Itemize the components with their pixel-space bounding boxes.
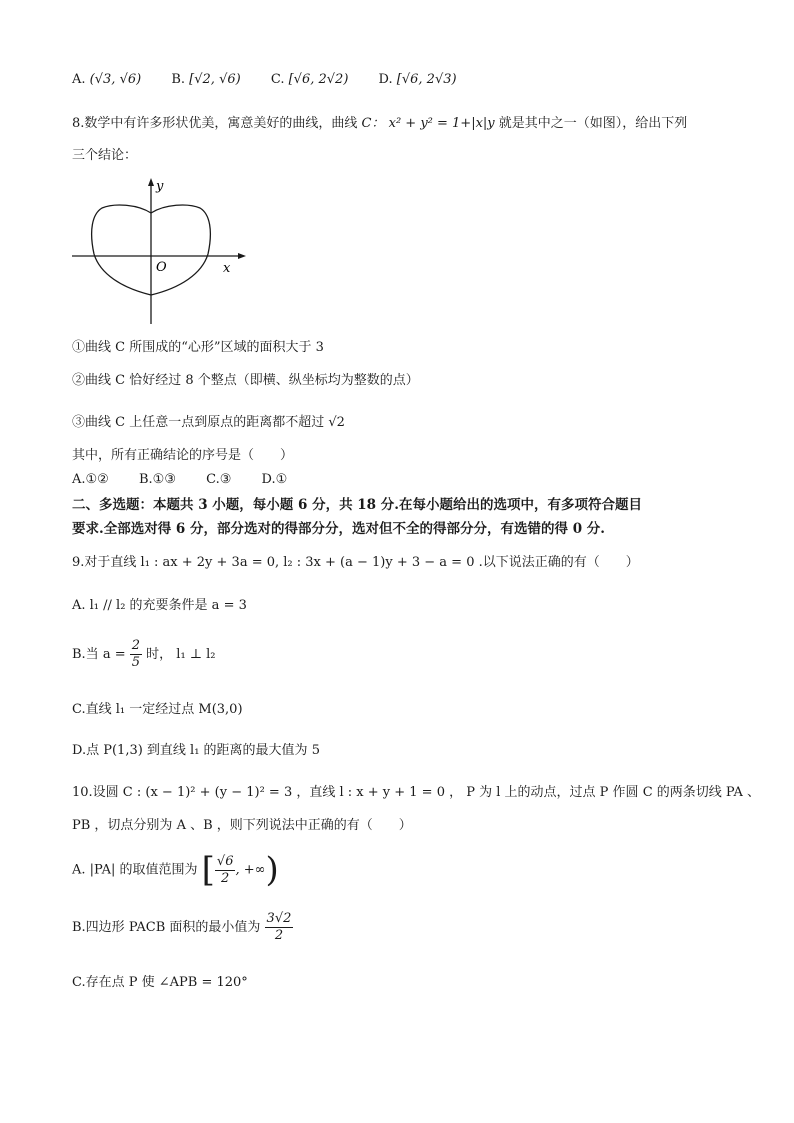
q8-option-a: A.①②: [72, 472, 109, 487]
q7-option-c: C. [√6, 2√2): [270, 72, 349, 87]
q8-option-d: D.①: [261, 472, 288, 487]
q9-option-a: A. l₁ // l₂ 的充要条件是 a = 3: [72, 598, 247, 613]
q8-options: [72, 470, 313, 490]
heart-curve-figure: [70, 176, 250, 326]
q8-stem-line2: 三个结论：: [72, 148, 138, 163]
q10-b-fraction: $\frac{3√2}{2}$: [266, 911, 292, 943]
q8-conclusion-3: ③曲线 C 上任意一点到原点的距离都不超过 √2: [72, 415, 345, 430]
y-axis-label: y: [156, 179, 164, 194]
y-axis-arrow: [148, 178, 154, 186]
q10-option-a: A. |PA| 的取值范围为 [ $\frac{√6}{2}$ , +∞): [72, 850, 279, 890]
q8-equation: C： x² + y² = 1+|x|y: [361, 116, 495, 131]
q7-options: [72, 70, 483, 90]
origin-label: O: [156, 260, 167, 275]
q8-option-b: B.①③: [138, 472, 176, 487]
q10-stem-line1: 10.设圆 C : (x − 1)² + (y − 1)² = 3 ，直线 l : x + y + 1 = 0 ， P 为 l 上的动点，过点 P 作圆 C 的两条切线 PA 、: [72, 785, 760, 800]
q7-option-b: B. [√2, √6): [171, 72, 241, 87]
q8-conclusion-1: ①曲线 C 所围成的“心形”区域的面积大于 3: [72, 340, 324, 355]
q10-stem-line2: PB ，切点分别为 A 、B ，则下列说法中正确的有（ ）: [72, 818, 412, 833]
x-axis-label: x: [223, 261, 231, 276]
q10-option-c: C.存在点 P 使 ∠APB = 120°: [72, 975, 248, 990]
q9-option-d: D.点 P(1,3) 到直线 l₁ 的距离的最大值为 5: [72, 743, 320, 758]
q7-option-d: D. [√6, 2√3): [378, 72, 457, 87]
q7-option-a: A. (√3, √6): [72, 72, 142, 87]
q10-option-b: B.四边形 PACB 面积的最小值为 $\frac{3√2}{2}$: [72, 911, 292, 943]
x-axis-arrow: [238, 253, 246, 259]
q9-stem: 9.对于直线 l₁ : ax + 2y + 3a = 0, l₂ : 3x + (a − 1)y + 3 − a = 0 .以下说法正确的有（ ）: [72, 555, 639, 570]
q9-option-b: B.当 a = $\frac{2}{5}$ 时， l₁ ⊥ l₂: [72, 638, 216, 670]
q10-a-fraction: $\frac{√6}{2}$: [216, 853, 234, 886]
q9-b-fraction: $\frac{2}{5}$: [131, 638, 141, 670]
q8-question: 其中，所有正确结论的序号是（ ）: [72, 448, 294, 463]
q8-option-c: C.③: [206, 472, 232, 487]
section2-instructions-line1: 二、多选题：本题共 3 小题，每小题 6 分，共 18 分.在每小题给出的选项中，有多项符合题目: [72, 497, 642, 513]
q8-stem-line1: 8.数学中有许多形状优美，寓意美好的曲线，曲线 C： x² + y² = 1+|x|y 就是其中之一（如图），给出下列: [72, 116, 688, 131]
section2-instructions-line2: 要求.全部选对得 6 分，部分选对的得部分分，选对但不全的得部分分，有选错的得 0 分.: [72, 521, 605, 537]
q8-conclusion-2: ②曲线 C 恰好经过 8 个整点（即横、纵坐标均为整数的点）: [72, 373, 419, 388]
q9-option-c: C.直线 l₁ 一定经过点 M(3,0): [72, 702, 243, 717]
